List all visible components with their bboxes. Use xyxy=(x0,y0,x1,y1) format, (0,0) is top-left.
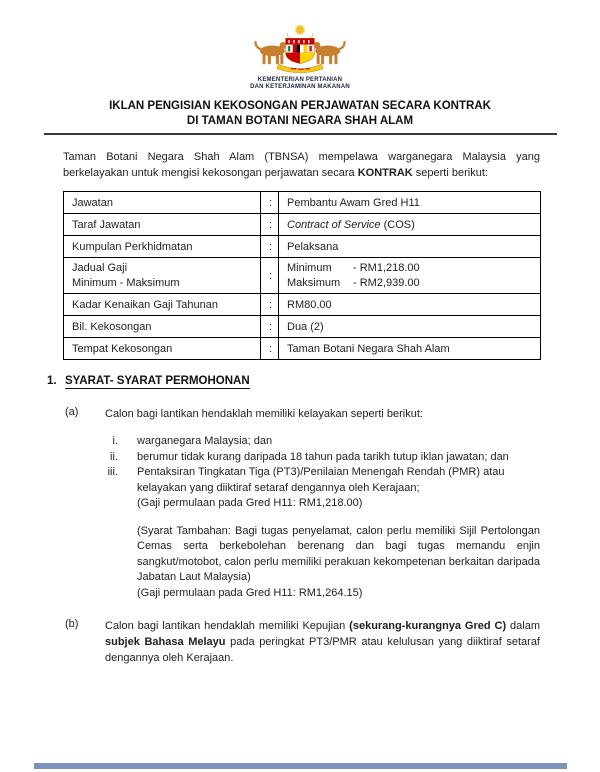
header-crest xyxy=(0,0,600,91)
section-heading xyxy=(47,375,540,389)
colon: : xyxy=(261,258,279,294)
title-line1: IKLAN PENGISIAN KEKOSONGAN PERJAWATAN SECARA KONTRAK xyxy=(109,100,491,112)
clause-b-seg2: dalam xyxy=(506,620,540,632)
clause-b-marker: (b) xyxy=(65,618,79,630)
section-number: 1. xyxy=(47,375,57,387)
label-line1: Jadual Gaji xyxy=(72,261,128,274)
salary-min xyxy=(287,261,532,276)
colon: : xyxy=(261,214,279,236)
row-label: Kumpulan Perkhidmatan xyxy=(64,236,261,258)
table-row xyxy=(64,236,541,258)
label-line2: Minimum - Maksimum xyxy=(72,276,180,289)
row-label xyxy=(64,258,261,294)
colon: : xyxy=(261,192,279,214)
row-value xyxy=(279,258,541,294)
list-item xyxy=(105,450,540,466)
additional-requirement-paragraph: (Syarat Tambahan: Bagi tugas penyelamat, calon perlu memiliki Sijil Pertolongan Cemas serta berkebolehan berenang dan bagi tugas memandu enjin sangkut/motobot, calon perlu memiliki perakuan kekompetenan berkaitan daripada Jabatan Laut Malaysia) xyxy=(137,524,540,583)
intro-seg2: seperti berikut: xyxy=(412,167,488,179)
tiger-icon xyxy=(255,41,286,64)
section-heading-text: SYARAT- SYARAT PERMOHONAN xyxy=(65,375,250,387)
row-label: Kadar Kenaikan Gaji Tahunan xyxy=(64,294,261,316)
list-item-text: warganegara Malaysia; dan xyxy=(137,435,273,447)
clause-b-bold2: subjek Bahasa Melayu xyxy=(105,636,226,648)
row-value: Taman Botani Negara Shah Alam xyxy=(279,338,541,360)
clause-a-text: Calon bagi lantikan hendaklah memiliki kelayakan seperti berikut: xyxy=(105,408,423,420)
table-row xyxy=(64,258,541,294)
clause-b xyxy=(65,618,540,666)
row-label: Bil. Kekosongan xyxy=(64,316,261,338)
colon: : xyxy=(261,338,279,360)
row-value xyxy=(279,214,541,236)
list-item-marker: i. xyxy=(112,435,118,447)
salary-note-2: (Gaji permulaan pada Gred H11: RM1,264.15) xyxy=(137,586,363,599)
list-item-main: Pentaksiran Tingkatan Tiga (PT3)/Penilaian Menengah Rendah (PMR) atau kelayakan yang diiktiraf setaraf dengannya oleh Kerajaan; xyxy=(137,466,505,494)
row-label: Tempat Kekosongan xyxy=(64,338,261,360)
colon: : xyxy=(261,316,279,338)
value-suffix: (COS) xyxy=(380,218,415,231)
clause-b-seg1: Calon bagi lantikan hendaklah memiliki Kepujian xyxy=(105,620,350,632)
ministry-line2: DAN KETERJAMINAN MAKANAN xyxy=(250,84,350,90)
list-item-text: berumur tidak kurang daripada 18 tahun pada tarikh tutup iklan jawatan; dan xyxy=(137,450,509,463)
intro-seg1: Taman Botani Negara Shah Alam (TBNSA) mempelawa warganegara Malaysia yang berkelayakan untuk mengisi kekosongan perjawatan secara xyxy=(63,151,540,179)
intro-bold-kontrak: KONTRAK xyxy=(357,167,413,179)
list-item-marker: ii. xyxy=(110,450,118,463)
page-title xyxy=(0,99,600,129)
list-item xyxy=(105,434,540,450)
clause-b-content xyxy=(105,618,540,666)
colon: : xyxy=(261,294,279,316)
shield-icon xyxy=(286,38,315,63)
clause-b-seg3: pada peringkat PT3/PMR atau kelulusan yang diiktiraf setaraf dengannya oleh Kerajaan. xyxy=(105,636,540,664)
clause-a-content xyxy=(105,406,540,601)
list-item xyxy=(105,465,540,512)
list-item-marker: iii. xyxy=(107,466,118,478)
bottom-blue-bar xyxy=(34,763,567,769)
table-row xyxy=(64,294,541,316)
clause-a-marker: (a) xyxy=(65,406,79,418)
row-value: Dua (2) xyxy=(279,316,541,338)
title-line2: DI TAMAN BOTANI NEGARA SHAH ALAM xyxy=(186,115,414,127)
row-label: Taraf Jawatan xyxy=(64,214,261,236)
salary-max-label: Maksimum xyxy=(287,276,341,289)
clause-a-sublist xyxy=(105,434,540,512)
salary-min-value: - RM1,218.00 xyxy=(353,261,420,274)
clause-a xyxy=(65,406,540,601)
salary-max xyxy=(287,276,532,291)
colon: : xyxy=(261,236,279,258)
salary-min-label: Minimum xyxy=(287,261,332,274)
row-label: Jawatan xyxy=(64,192,261,214)
table-row xyxy=(64,214,541,236)
ministry-name xyxy=(0,77,600,91)
title-divider xyxy=(44,133,557,135)
table-row xyxy=(64,316,541,338)
malaysia-coat-of-arms-icon xyxy=(246,25,354,75)
value-italic: Contract of Service xyxy=(287,218,381,231)
section-syarat-permohonan xyxy=(47,375,540,666)
ministry-line1: KEMENTERIAN PERTANIAN xyxy=(257,77,343,83)
table-row xyxy=(64,338,541,360)
row-value: Pembantu Awam Gred H11 xyxy=(279,192,541,214)
vacancy-details-table xyxy=(63,191,541,360)
salary-note: (Gaji permulaan pada Gred H11: RM1,218.00) xyxy=(137,497,363,509)
table-row xyxy=(64,192,541,214)
list-item-text xyxy=(137,465,540,512)
clause-b-bold1: (sekurang-kurangnya Gred C) xyxy=(349,620,507,632)
intro-paragraph xyxy=(63,149,540,181)
banner-icon xyxy=(277,64,323,72)
row-value: RM80.00 xyxy=(279,294,541,316)
salary-max-value: - RM2,939.00 xyxy=(353,276,420,289)
row-value: Pelaksana xyxy=(279,236,541,258)
